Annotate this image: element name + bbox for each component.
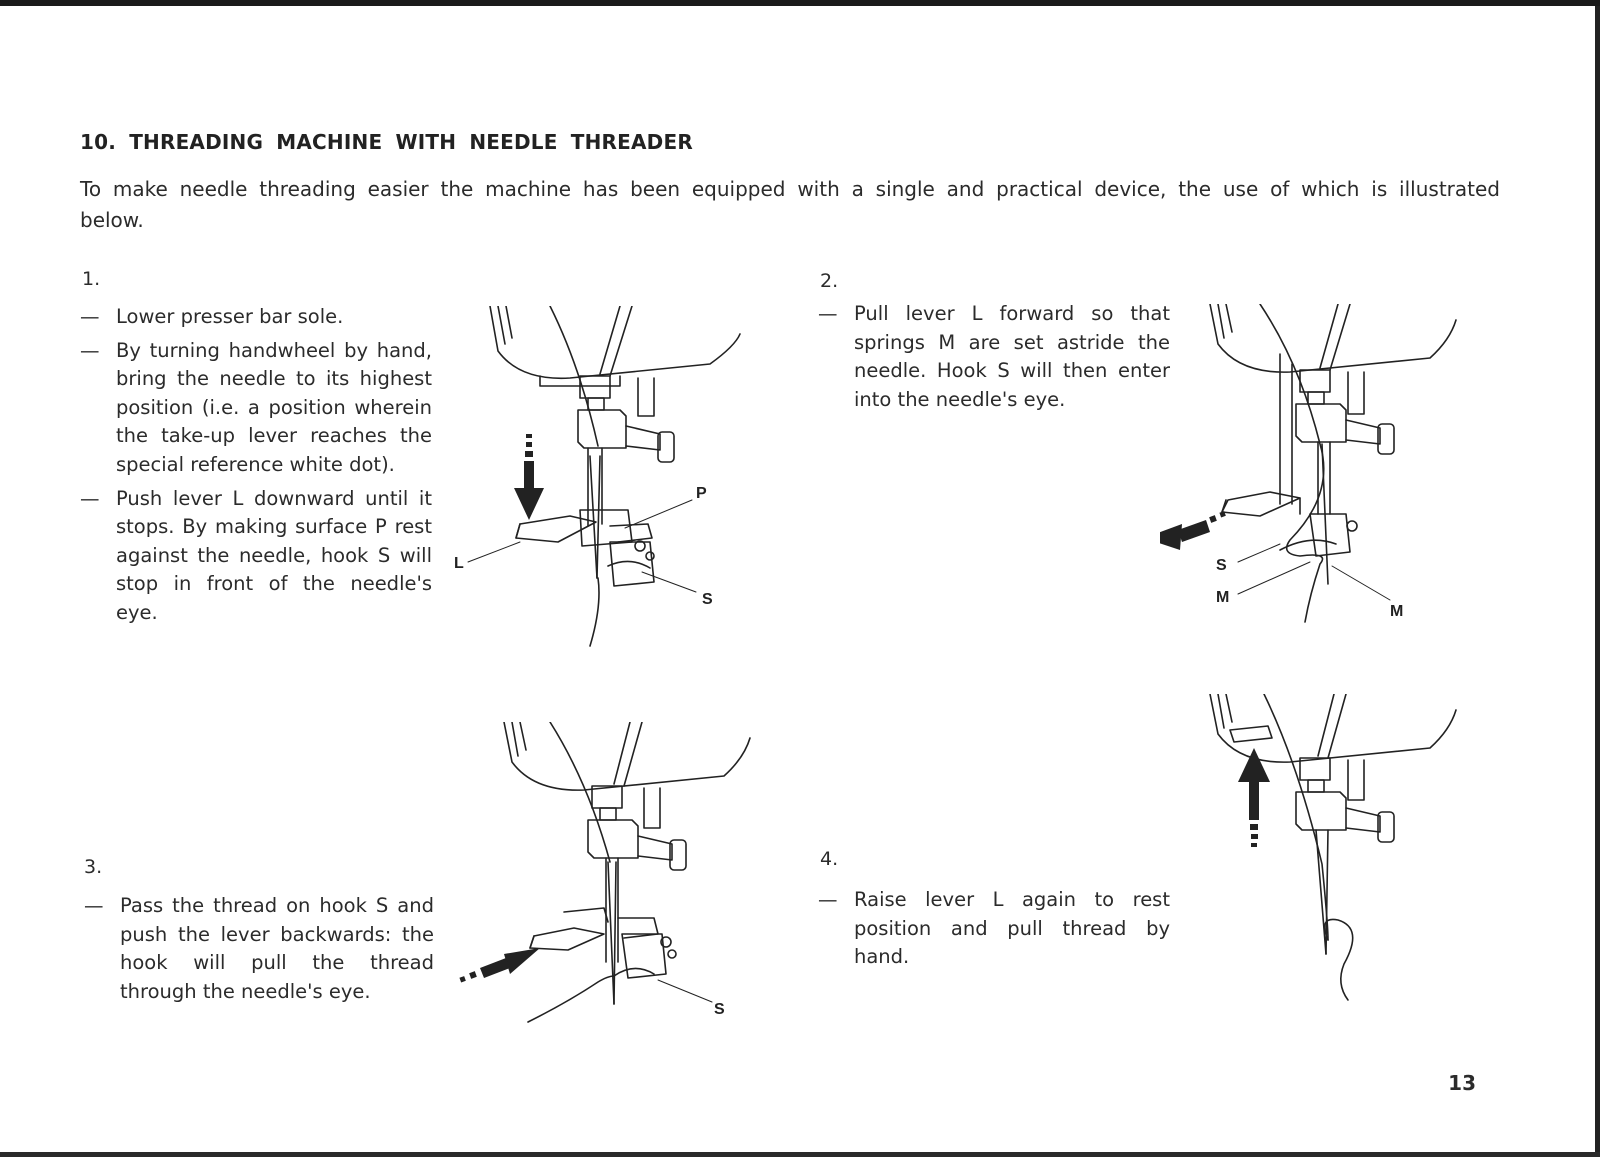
label-m-right: M [1390,603,1404,620]
step-3-number: 3. [84,856,103,878]
label-l: L [454,555,464,572]
step-4-list [818,886,1170,972]
label-s: S [714,1001,725,1018]
intro-paragraph: To make needle threading easier the machine has been equipped with a single and practical device, the use of which is illustrated below. [80,177,1500,232]
needle-threader-illustration-3 [458,722,758,1052]
step-1-list [80,303,432,628]
step-3-list [84,892,434,1006]
section-title: 10. THREADING MACHINE WITH NEEDLE THREADER [80,130,693,154]
step-1-item-1: — Lower presser bar sole. [80,303,432,332]
arrow-down-icon [514,434,544,520]
label-s: S [702,591,713,608]
label-s: S [1216,557,1227,574]
arrow-up-icon [1238,748,1270,847]
needle-threader-illustration-1 [450,306,750,666]
figure-step-3 [458,722,758,1052]
needle-threader-illustration-2 [1160,304,1460,634]
label-m-left: M [1216,589,1230,606]
needle-threader-illustration-4 [1168,694,1468,1024]
label-p: P [696,485,707,502]
step-2-list [818,300,1170,414]
figure-step-2 [1160,304,1460,634]
page-number: 13 [1448,1071,1476,1095]
step-3-item-1: — Pass the thread on hook S and push the lever backwards: the hook will pull the thread through the needle's eye. [84,892,434,1006]
scan-edge-bottom [0,1152,1600,1157]
step-1-item-3: — Push lever L downward until it stops. By making surface P rest against the needle, hook S will stop in front of the needle's eye. [80,485,432,628]
arrow-right-icon [459,948,540,983]
step-2-item-1: — Pull lever L forward so that springs M are set astride the needle. Hook S will then enter into the needle's eye. [818,300,1170,414]
step-1-item-2: — By turning handwheel by hand, bring the needle to its highest position (i.e. a position wherein the take-up lever reaches the special reference white dot). [80,337,432,480]
scan-edge-right [1595,6,1600,1157]
step-1-number: 1. [82,268,101,290]
step-4-number: 4. [820,848,839,870]
figure-step-4 [1168,694,1468,1024]
arrow-left-icon [1160,511,1226,550]
figure-step-1 [450,306,750,666]
step-2-number: 2. [820,270,839,292]
step-4-item-1: — Raise lever L again to rest position and pull thread by hand. [818,886,1170,972]
